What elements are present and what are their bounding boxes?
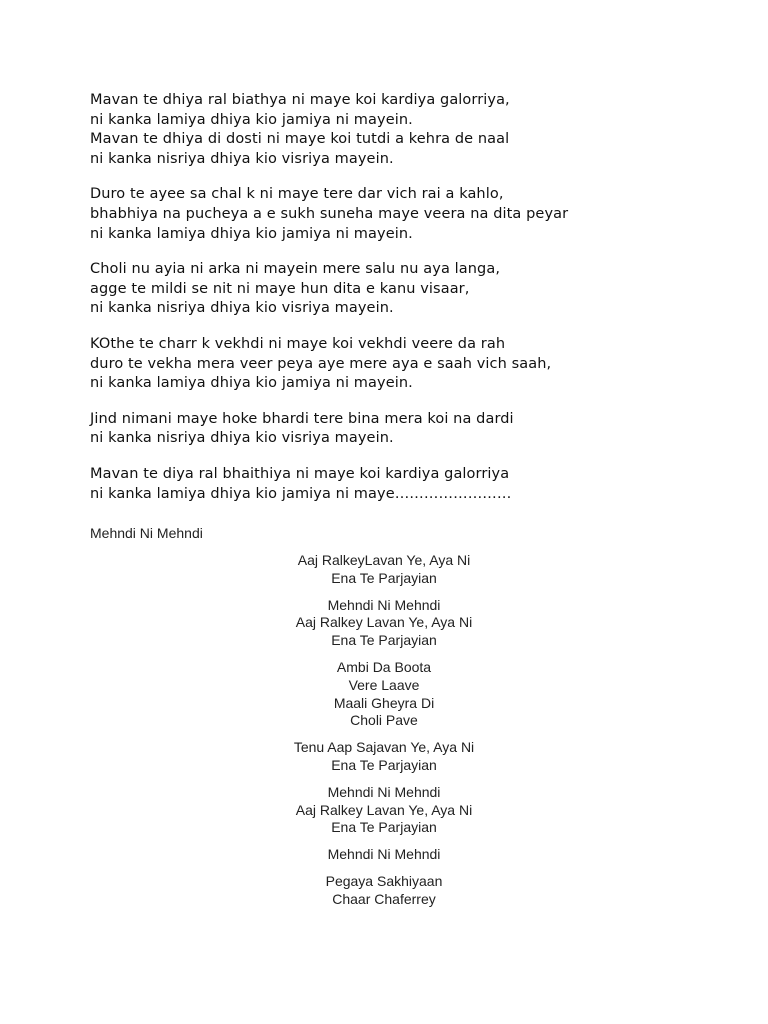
- lyric-line: ni kanka lamiya dhiya kio jamiya ni mayein.: [90, 225, 413, 242]
- song-stanza: [234, 552, 534, 588]
- song-line: Mehndi Ni Mehndi: [327, 783, 441, 800]
- lyrics-block: [90, 91, 730, 520]
- lyric-line: agge te mildi se nit ni maye hun dita e kanu visaar,: [90, 280, 470, 297]
- song-stanza: [234, 739, 534, 775]
- song-stanza: [234, 597, 534, 650]
- song-stanza: [234, 846, 534, 864]
- song-line: Ena Te Parjayian: [331, 569, 437, 586]
- lyric-line: Mavan te dhiya di dosti ni maye koi tutdi a kehra de naal: [90, 131, 510, 148]
- lyrics-stanza: [90, 260, 730, 319]
- song-line: Mehndi Ni Mehndi: [327, 596, 441, 613]
- lyric-line: Choli nu ayia ni arka ni mayein mere salu nu aya langa,: [90, 261, 501, 278]
- lyric-line: Duro te ayee sa chal k ni maye tere dar vich rai a kahlo,: [90, 186, 504, 203]
- lyrics-stanza: [90, 185, 730, 244]
- song-line: Chaar Chaferrey: [332, 890, 436, 907]
- song-stanza: [234, 659, 534, 730]
- song-line: Ena Te Parjayian: [331, 756, 437, 773]
- lyrics-stanza: [90, 91, 730, 169]
- song-line: Aaj RalkeyLavan Ye, Aya Ni: [297, 552, 471, 568]
- lyric-line: Jind nimani maye hoke bhardi tere bina mera koi na dardi: [90, 410, 514, 427]
- lyrics-stanza: [90, 335, 730, 394]
- song-line: Ena Te Parjayian: [331, 632, 437, 649]
- song-line: Choli Pave: [350, 712, 418, 729]
- song-line: Vere Laave: [348, 676, 420, 693]
- lyric-line: Mavan te diya ral bhaithiya ni maye koi kardiya galorriya: [90, 465, 510, 482]
- song-line: Pegaya Sakhiyaan: [325, 872, 443, 889]
- song-line: Maali Gheyra Di: [333, 694, 435, 711]
- lyric-line: ni kanka nisriya dhiya kio visriya mayein.: [90, 300, 394, 317]
- lyric-line: Mavan te dhiya ral biathya ni maye koi kardiya galorriya,: [90, 92, 510, 108]
- lyrics-stanza: [90, 410, 730, 449]
- lyric-line: KOthe te charr k vekhdi ni maye koi vekhdi veere da rah: [90, 335, 506, 352]
- lyric-line: ni kanka nisriya dhiya kio visriya mayein.: [90, 150, 394, 167]
- lyrics-stanza: [90, 465, 730, 504]
- song-block: [234, 552, 534, 918]
- song-line: Aaj Ralkey Lavan Ye, Aya Ni: [295, 801, 473, 818]
- lyric-line: ni kanka nisriya dhiya kio visriya mayein.: [90, 430, 394, 447]
- song-stanza: [234, 784, 534, 837]
- song-line: Aaj Ralkey Lavan Ye, Aya Ni: [295, 614, 473, 631]
- song-line: Tenu Aap Sajavan Ye, Aya Ni: [293, 739, 475, 756]
- song-stanza: [234, 873, 534, 909]
- lyric-line: bhabhiya na pucheya a e sukh suneha maye veera na dita peyar: [90, 205, 569, 222]
- song-line: Ambi Da Boota: [336, 658, 432, 675]
- song-line: Ena Te Parjayian: [331, 819, 437, 836]
- lyric-line: ni kanka lamiya dhiya kio jamiya ni maye……………………: [90, 485, 512, 502]
- song-title: Mehndi Ni Mehndi: [90, 525, 203, 541]
- lyric-line: duro te vekha mera veer peya aye mere aya e saah vich saah,: [90, 355, 552, 372]
- lyric-line: ni kanka lamiya dhiya kio jamiya ni mayein.: [90, 111, 413, 128]
- lyric-line: ni kanka lamiya dhiya kio jamiya ni mayein.: [90, 375, 413, 392]
- song-line: Mehndi Ni Mehndi: [327, 846, 441, 863]
